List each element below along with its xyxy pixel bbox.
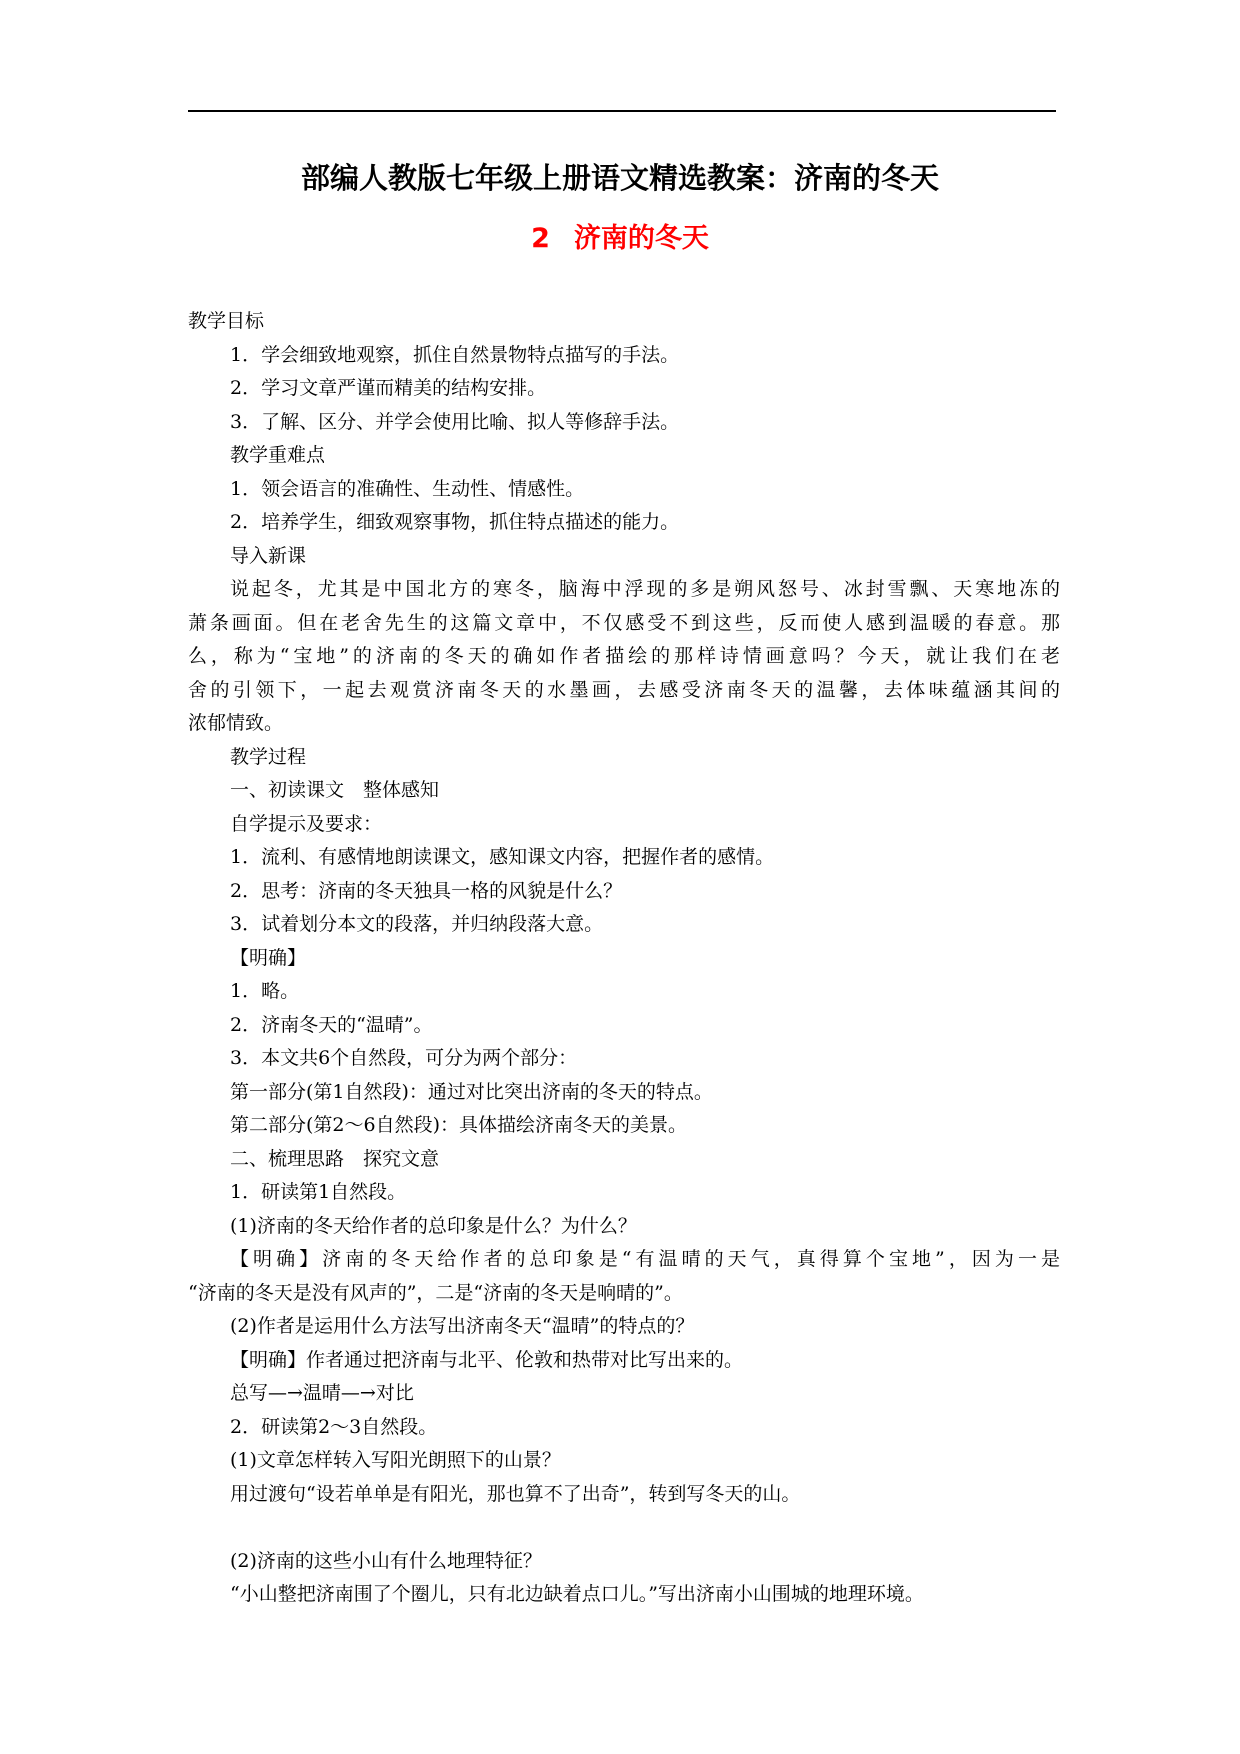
lesson-body <box>188 305 1060 1612</box>
header-rule <box>188 110 1056 112</box>
text-line: 1．领会语言的准确性、生动性、情感性。 <box>230 477 585 500</box>
text-line: 第二部分(第2～6自然段)：具体描绘济南冬天的美景。 <box>230 1114 688 1136</box>
text-line: 3．了解、区分、并学会使用比喻、拟人等修辞手法。 <box>230 410 680 433</box>
text-line: 导入新课 <box>230 544 307 567</box>
text-line: (1)文章怎样转入写阳光朗照下的山景？ <box>230 1449 561 1471</box>
text-line: (2)作者是运用什么方法写出济南冬天“温晴”的特点的？ <box>230 1315 695 1337</box>
text-line: 教学重难点 <box>230 444 326 466</box>
lesson-title: 济南的冬天 <box>573 223 709 254</box>
text-line: 【明确】作者通过把济南与北平、伦敦和热带对比写出来的。 <box>230 1348 744 1371</box>
text-line: 教学过程 <box>230 745 307 768</box>
text-line: 总写—→温晴—→对比 <box>230 1382 414 1404</box>
text-line: 3．本文共6个自然段，可分为两个部分： <box>230 1047 578 1069</box>
text-line: 浓郁情致。 <box>188 712 284 734</box>
text-line: 一、初读课文 整体感知 <box>230 779 440 801</box>
document-title: 部编人教版七年级上册语文精选教案：济南的冬天 <box>300 161 939 195</box>
text-line: 二、梳理思路 探究文意 <box>230 1147 440 1170</box>
text-line: 舍的引领下，一起去观赏济南冬天的水墨画，去感受济南冬天的温馨，去体味蕴涵其间的 <box>188 678 1060 701</box>
text-line: 3．试着划分本文的段落，并归纳段落大意。 <box>230 913 604 935</box>
text-line: 萧条画面。但在老舍先生的这篇文章中，不仅感受不到这些，反而使人感到温暖的春意。那 <box>188 611 1060 634</box>
text-line: 教学目标 <box>188 310 265 332</box>
lesson-number: 2 <box>531 223 550 254</box>
text-line: “小山整把济南围了个圈儿，只有北边缺着点口儿。”写出济南小山围城的地理环境。 <box>230 1583 924 1605</box>
text-line: 1．研读第1自然段。 <box>230 1181 407 1203</box>
text-line: 2．济南冬天的“温晴”。 <box>230 1013 433 1036</box>
text-line: (1)济南的冬天给作者的总印象是什么？为什么？ <box>230 1214 637 1237</box>
text-line: 1．学会细致地观察，抓住自然景物特点描写的手法。 <box>230 343 680 366</box>
text-line: 用过渡句“设若单单是有阳光，那也算不了出奇”，转到写冬天的山。 <box>230 1482 801 1505</box>
text-line: 第一部分(第1自然段)：通过对比突出济南的冬天的特点。 <box>230 1080 713 1103</box>
text-line: 说起冬，尤其是中国北方的寒冬，脑海中浮现的多是朔风怒号、冰封雪飘、天寒地冻的 <box>230 578 1060 600</box>
text-line: 1．流利、有感情地朗读课文，感知课文内容，把握作者的感情。 <box>230 846 775 868</box>
text-line: 么，称为“宝地”的济南的冬天的确如作者描绘的那样诗情画意吗？今天，就让我们在老 <box>188 645 1060 667</box>
text-line: (2)济南的这些小山有什么地理特征？ <box>230 1549 542 1572</box>
text-line: 自学提示及要求： <box>230 812 383 835</box>
text-line: 2．研读第2～3自然段。 <box>230 1415 438 1438</box>
text-line: 1．略。 <box>230 980 300 1002</box>
text-line: 2．思考：济南的冬天独具一格的风貌是什么？ <box>230 879 623 902</box>
text-line: “济南的冬天是没有风声的”，二是“济南的冬天是响晴的”。 <box>188 1281 683 1304</box>
lesson-heading <box>0 220 1240 258</box>
text-line: 【明确】 <box>230 946 307 969</box>
text-line: 2．学习文章严谨而精美的结构安排。 <box>230 377 547 399</box>
text-line: 2．培养学生，细致观察事物，抓住特点描述的能力。 <box>230 511 680 533</box>
text-line: 【明确】济南的冬天给作者的总印象是“有温晴的天气，真得算个宝地”，因为一是 <box>230 1248 1060 1270</box>
